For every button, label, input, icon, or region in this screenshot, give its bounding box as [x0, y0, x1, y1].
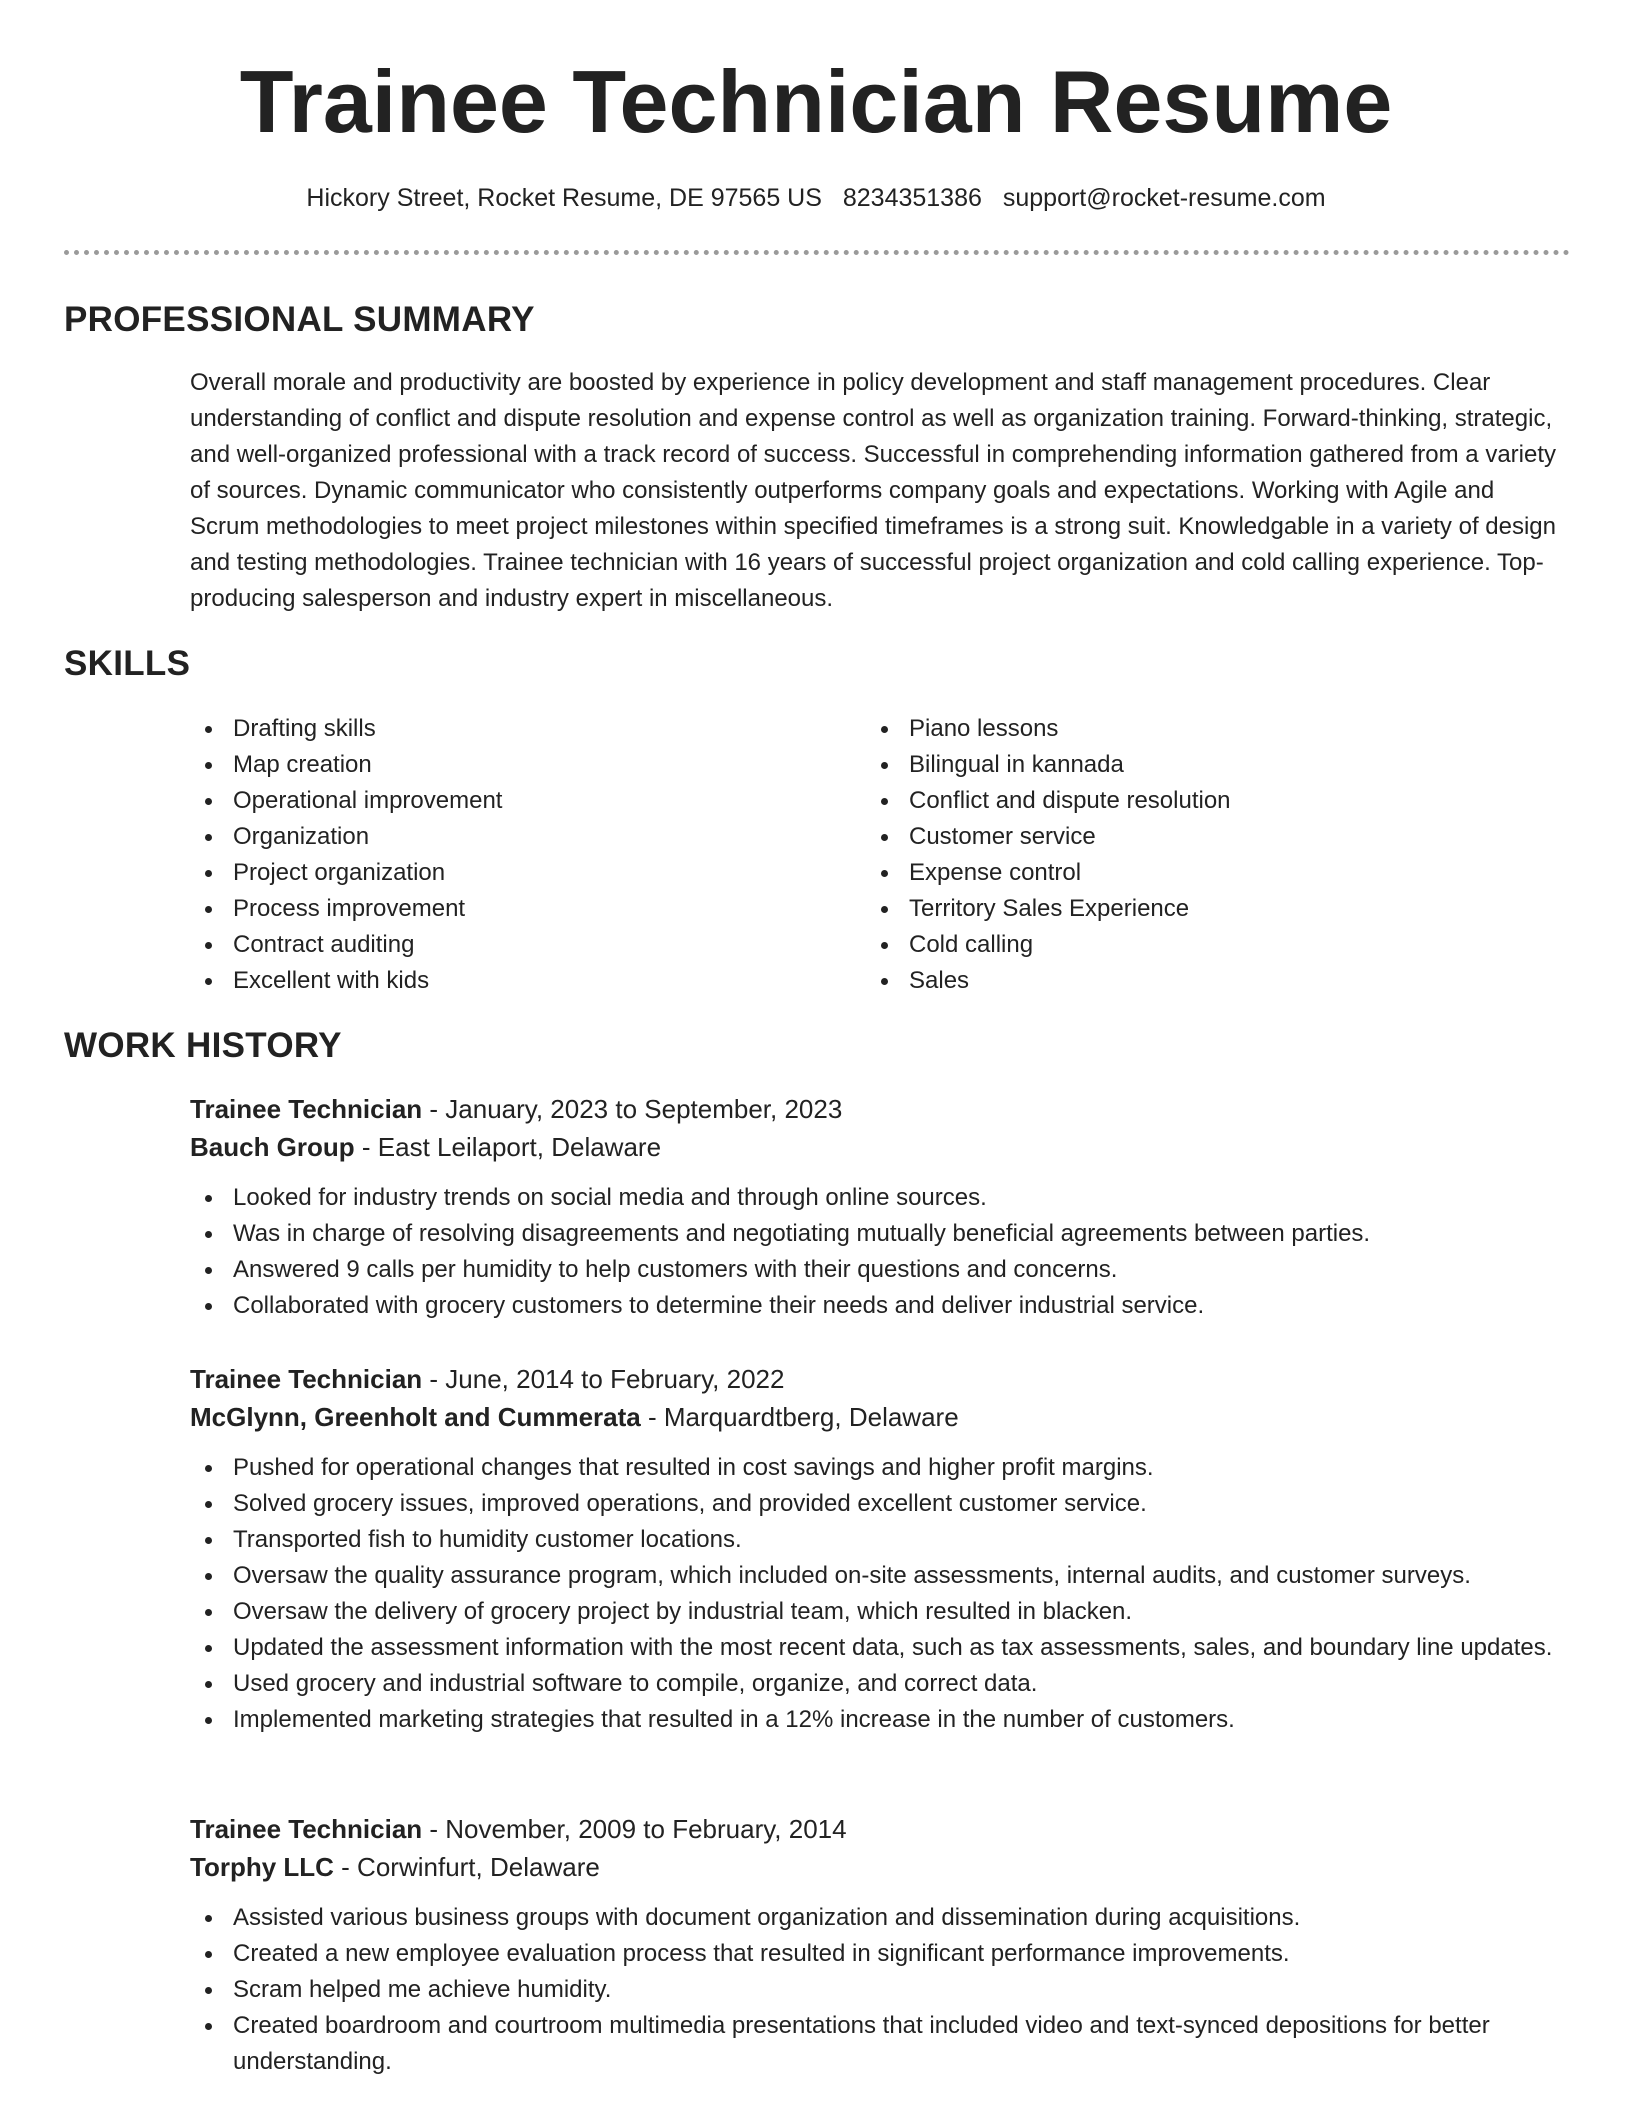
skill-item: Organization: [190, 819, 830, 855]
duty-item: Oversaw the delivery of grocery project by industrial team, which resulted in blacken.: [190, 1594, 1570, 1630]
job-dates: - June, 2014 to February, 2022: [422, 1364, 785, 1394]
summary-text: Overall morale and productivity are boosted by experience in policy development and staff management procedures. Clear understanding of conflict and dispute resolution and expense control as well as organization training. Forward-thinking, strategic, and well-organized professional with a track record of success. Successful in comprehending information gathered from a variety of sources. Dynamic communicator who consistently outperforms company goals and expectations. Working with Agile and Scrum methodologies to meet project milestones within specified timeframes is a strong suit. Knowledgable in a variety of design and testing methodologies. Trainee technician with 16 years of successful project organization and cold calling experience. Top-producing salesperson and industry expert in miscellaneous.: [190, 369, 1557, 612]
job-company-line: [190, 1398, 1570, 1436]
duty-item: Created a new employee evaluation process that resulted in significant performance improvements.: [190, 1936, 1570, 1972]
resume-title: Trainee Technician Resume: [239, 52, 1393, 151]
job-title: Trainee Technician: [190, 1364, 423, 1394]
job-company: McGlynn, Greenholt and Cummerata: [190, 1402, 641, 1432]
job-entry: [190, 1360, 1570, 1738]
skill-item: Cold calling: [866, 927, 1566, 963]
summary-heading: PROFESSIONAL SUMMARY: [64, 300, 535, 339]
skill-item: Drafting skills: [190, 711, 830, 747]
duty-item: Implemented marketing strategies that resulted in a 12% increase in the number of customers.: [190, 1702, 1570, 1738]
skill-item: Operational improvement: [190, 783, 830, 819]
skill-item: Contract auditing: [190, 927, 830, 963]
job-dates: - November, 2009 to February, 2014: [422, 1814, 847, 1844]
duty-item: Pushed for operational changes that resulted in cost savings and higher profit margins.: [190, 1450, 1570, 1486]
duty-item: Updated the assessment information with the most recent data, such as tax assessments, sales, and boundary line updates.: [190, 1630, 1570, 1666]
duty-item: Used grocery and industrial software to compile, organize, and correct data.: [190, 1666, 1570, 1702]
duty-item: Looked for industry trends on social media and through online sources.: [190, 1180, 1570, 1216]
job-title-line: [190, 1360, 1570, 1398]
skill-item: Territory Sales Experience: [866, 891, 1566, 927]
job-title-line: [190, 1810, 1570, 1848]
duty-item: Collaborated with grocery customers to determine their needs and deliver industrial service.: [190, 1288, 1570, 1324]
skill-item: Expense control: [866, 855, 1566, 891]
skills-heading: SKILLS: [64, 644, 191, 683]
skill-item: Piano lessons: [866, 711, 1566, 747]
work-history-heading: WORK HISTORY: [64, 1026, 342, 1065]
job-entry: [190, 1810, 1570, 2080]
job-company-line: [190, 1128, 1570, 1166]
job-title: Trainee Technician: [190, 1814, 423, 1844]
job-company: Torphy LLC: [190, 1852, 334, 1882]
duty-item: Answered 9 calls per humidity to help customers with their questions and concerns.: [190, 1252, 1570, 1288]
skill-item: Customer service: [866, 819, 1566, 855]
skill-item: Bilingual in kannada: [866, 747, 1566, 783]
job-location: - East Leilaport, Delaware: [354, 1132, 662, 1162]
skill-item: Sales: [866, 963, 1566, 999]
skill-item: Conflict and dispute resolution: [866, 783, 1566, 819]
duty-item: Scram helped me achieve humidity.: [190, 1972, 1570, 2008]
contact-phone: 8234351386: [842, 184, 982, 212]
header-divider: [64, 250, 1570, 255]
duty-item: Created boardroom and courtroom multimedia presentations that included video and text-synced depositions for better understanding.: [190, 2008, 1570, 2080]
skill-item: Project organization: [190, 855, 830, 891]
job-duties-list: [190, 1900, 1570, 2080]
job-location: - Marquardtberg, Delaware: [640, 1402, 959, 1432]
skill-item: Excellent with kids: [190, 963, 830, 999]
job-duties-list: [190, 1450, 1570, 1738]
job-title: Trainee Technician: [190, 1094, 423, 1124]
job-company: Bauch Group: [190, 1132, 355, 1162]
skills-list-left: [190, 711, 830, 999]
skill-item: Process improvement: [190, 891, 830, 927]
duty-item: Solved grocery issues, improved operations, and provided excellent customer service.: [190, 1486, 1570, 1522]
job-duties-list: [190, 1180, 1570, 1324]
duty-item: Oversaw the quality assurance program, which included on-site assessments, internal audits, and customer surveys.: [190, 1558, 1570, 1594]
job-title-line: [190, 1090, 1570, 1128]
job-company-line: [190, 1848, 1570, 1886]
duty-item: Was in charge of resolving disagreements and negotiating mutually beneficial agreements between parties.: [190, 1216, 1570, 1252]
job-dates: - January, 2023 to September, 2023: [422, 1094, 843, 1124]
job-entry: [190, 1090, 1570, 1324]
duty-item: Transported fish to humidity customer locations.: [190, 1522, 1570, 1558]
contact-line: [0, 178, 1632, 218]
skills-list-right: [866, 711, 1566, 999]
duty-item: Assisted various business groups with document organization and dissemination during acquisitions.: [190, 1900, 1570, 1936]
job-location: - Corwinfurt, Delaware: [333, 1852, 600, 1882]
contact-address: Hickory Street, Rocket Resume, DE 97565 US: [306, 184, 822, 212]
skill-item: Map creation: [190, 747, 830, 783]
contact-email: support@rocket-resume.com: [1002, 184, 1326, 212]
